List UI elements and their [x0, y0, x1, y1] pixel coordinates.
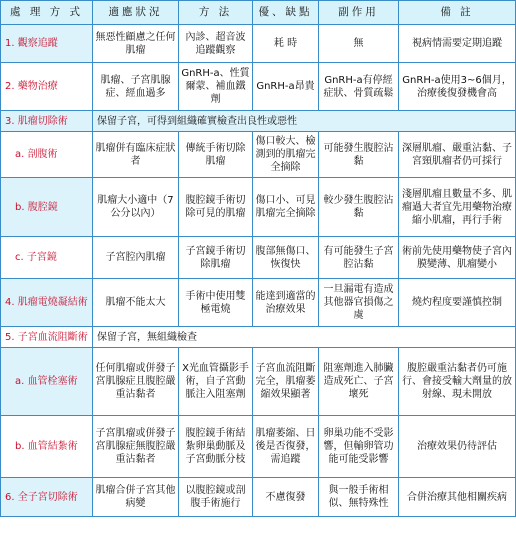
table-row: [1, 63, 516, 111]
cell-indication: 子宮腔內肌瘤: [93, 237, 179, 279]
cell-indication: 肌瘤、子宮肌腺症、經血過多: [93, 63, 179, 111]
cell-indication: 肌瘤大小適中（7公分以內）: [93, 178, 179, 237]
cell-procedure: 傳統手術切除肌瘤: [179, 132, 253, 178]
table-row: [1, 178, 516, 237]
row-name: a. 剖腹術: [1, 132, 93, 178]
row-name: 5. 子宮血流阻斷術: [1, 327, 93, 348]
row-name: c. 子宮鏡: [1, 237, 93, 279]
cell-notes: 視病情需要定期追蹤: [399, 25, 516, 63]
table-row: [1, 25, 516, 63]
row-name: a. 血管栓塞術: [1, 348, 93, 416]
table-row: [1, 478, 516, 517]
cell-pros-cons: 能達到適當的治療效果: [253, 279, 319, 327]
cell-pros-cons: 子宮血流阻斷完全，肌瘤萎縮效果顯著: [253, 348, 319, 416]
cell-pros-cons: 不慮復發: [253, 478, 319, 517]
cell-side-effects: 有可能發生子宮腔沾黏: [319, 237, 399, 279]
cell-procedure: 子宮鏡手術切除肌瘤: [179, 237, 253, 279]
cell-side-effects: 與一般手術相似、無特殊性: [319, 478, 399, 517]
cell-indication: 肌瘤併有臨床症狀者: [93, 132, 179, 178]
cell-notes: 合併治療其他相關疾病: [399, 478, 516, 517]
cell-procedure: 內診、超音波追蹤觀察: [179, 25, 253, 63]
cell-pros-cons: 耗 時: [253, 25, 319, 63]
table-row: [1, 279, 516, 327]
cell-procedure: 以腹腔鏡或剖腹手術施行: [179, 478, 253, 517]
cell-pros-cons: 傷口較大、檢測到的肌瘤完全摘除: [253, 132, 319, 178]
cell-pros-cons: 傷口小、可見肌瘤完全摘除: [253, 178, 319, 237]
cell-side-effects: 卵巢功能不受影響，但輸卵管功能可能受影響: [319, 416, 399, 478]
header-side-effects: 副作用: [319, 1, 399, 25]
table-row: [1, 348, 516, 416]
cell-indication: 無惡性顧慮之任何肌瘤: [93, 25, 179, 63]
row-name: b. 血管結紮術: [1, 416, 93, 478]
cell-notes: 腹腔嚴重沾黏者仍可施行、會接受輸大劑量的放射線、現未開放: [399, 348, 516, 416]
cell-indication: 肌瘤不能太大: [93, 279, 179, 327]
cell-procedure: GnRH-a、性質爾蒙、補血鐵劑: [179, 63, 253, 111]
table-row: [1, 132, 516, 178]
header-indication: 適應狀況: [93, 1, 179, 25]
cell-notes: 淺層肌瘤且數量不多、肌瘤過大者宜先用藥物治療縮小肌瘤，再行手術: [399, 178, 516, 237]
table-row: [1, 416, 516, 478]
cell-indication: 子宮肌瘤或併發子宮肌腺症無腹腔嚴重沾黏者: [93, 416, 179, 478]
section-note: 保留子宮，可得到組織確實檢查出良性或惡性: [93, 111, 516, 132]
cell-procedure: 腹腔鏡手術切除可見的肌瘤: [179, 178, 253, 237]
cell-indication: 肌瘤合併子宮其他病變: [93, 478, 179, 517]
header-pros-cons: 優、缺點: [253, 1, 319, 25]
cell-indication: 任何肌瘤或併發子宮肌腺症且腹腔嚴重沾黏者: [93, 348, 179, 416]
section-row: [1, 327, 516, 348]
section-note: 保留子宮，無組織檢查: [93, 327, 516, 348]
header-row: [1, 1, 516, 25]
row-name: 4. 肌瘤電燒凝結術: [1, 279, 93, 327]
cell-pros-cons: 腹部無傷口、恢復快: [253, 237, 319, 279]
cell-side-effects: GnRH-a有停經症狀、骨質疏鬆: [319, 63, 399, 111]
cell-side-effects: 一旦漏電有造成其他器官損傷之虞: [319, 279, 399, 327]
row-name: 3. 肌瘤切除術: [1, 111, 93, 132]
cell-side-effects: 阻塞劑進入肺臟造成死亡、子宮壞死: [319, 348, 399, 416]
header-procedure: 方 法: [179, 1, 253, 25]
cell-pros-cons: 肌瘤萎縮、日後是否復發，需追蹤: [253, 416, 319, 478]
cell-side-effects: 較少發生腹腔沾黏: [319, 178, 399, 237]
cell-procedure: X光血管攝影手術，自子宮動脈注入阻塞劑: [179, 348, 253, 416]
table-row: [1, 237, 516, 279]
header-method: 處 理 方 式: [1, 1, 93, 25]
cell-notes: 術前先使用藥物使子宮內膜變薄、肌瘤變小: [399, 237, 516, 279]
row-name: 1. 觀察追蹤: [1, 25, 93, 63]
row-name: 6. 全子宮切除術: [1, 478, 93, 517]
cell-notes: GnRH-a使用3~6個月，治療後復發機會高: [399, 63, 516, 111]
cell-side-effects: 可能發生腹腔沾黏: [319, 132, 399, 178]
row-name: 2. 藥物治療: [1, 63, 93, 111]
section-row: [1, 111, 516, 132]
cell-procedure: 腹腔鏡手術結紮卵巢動脈及子宮動脈分枝: [179, 416, 253, 478]
cell-notes: 深層肌瘤、嚴重沾黏、子宮頸肌瘤者仍可採行: [399, 132, 516, 178]
header-notes: 備 註: [399, 1, 516, 25]
cell-notes: 燒灼程度要謹慎控制: [399, 279, 516, 327]
cell-side-effects: 無: [319, 25, 399, 63]
cell-procedure: 手術中使用雙極電燒: [179, 279, 253, 327]
cell-pros-cons: GnRH-a昂貴: [253, 63, 319, 111]
row-name: b. 腹腔鏡: [1, 178, 93, 237]
cell-notes: 治療效果仍待評估: [399, 416, 516, 478]
